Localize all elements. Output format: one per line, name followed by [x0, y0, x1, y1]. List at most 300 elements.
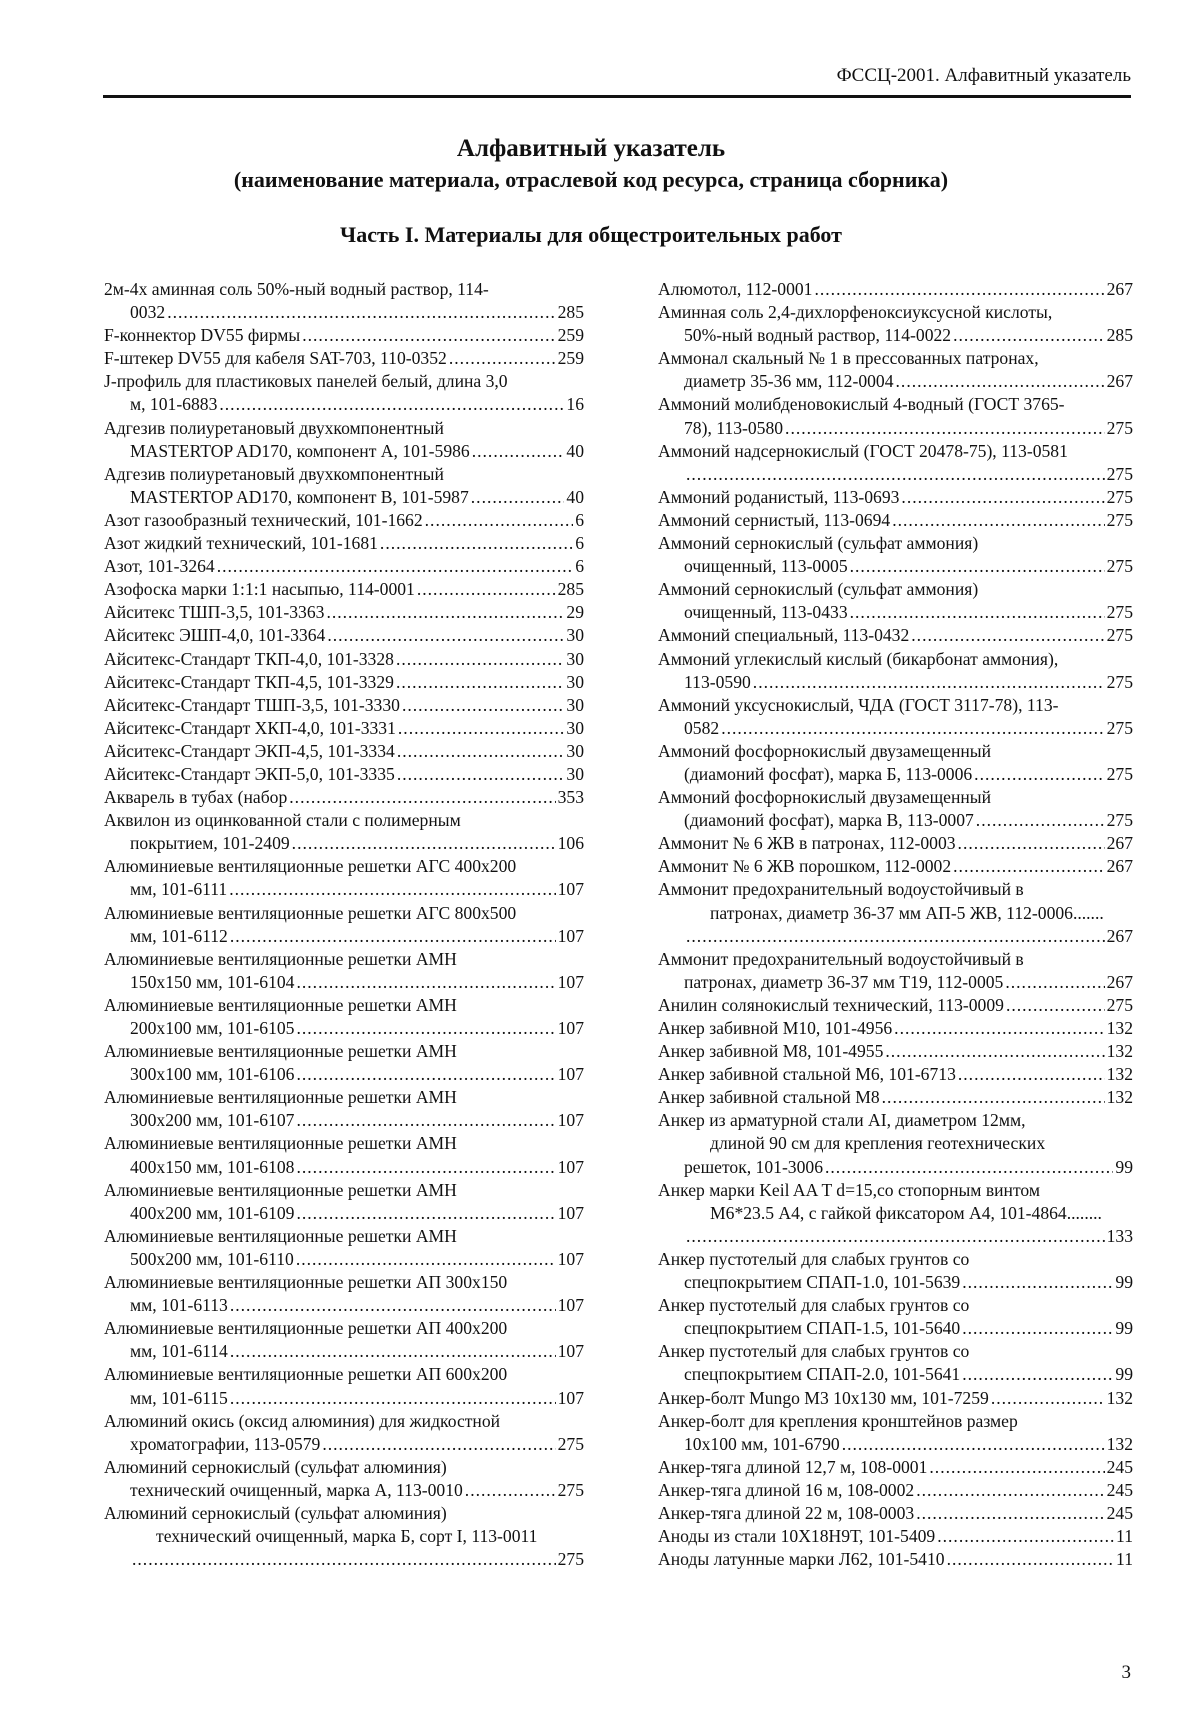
- entry-text-line: Анкер-тяга длиной 22 м, 108-0003: [658, 1502, 915, 1523]
- index-entry: [104, 601, 584, 624]
- index-entry: [658, 393, 1133, 439]
- entry-page-number: 107: [557, 925, 584, 946]
- index-column-right: [658, 278, 1133, 1571]
- entry-page-number: 99: [1115, 1272, 1133, 1293]
- entry-text-line: Анкер-болт для крепления кронштейнов размер: [658, 1410, 1018, 1431]
- entry-text-line: 113-0590: [684, 671, 751, 692]
- index-entry: [658, 301, 1133, 347]
- entry-page-number: 107: [557, 1295, 584, 1316]
- entry-text-line: Аммоний надсернокислый (ГОСТ 20478-75), 113-0581: [658, 440, 1068, 461]
- index-entry: [104, 1179, 584, 1225]
- entry-text-line: Аммоний молибденовокислый 4-водный (ГОСТ 3765-: [658, 394, 1065, 415]
- entry-text-line: решеток, 101-3006: [684, 1156, 823, 1177]
- dot-leader: [850, 555, 1105, 578]
- entry-page-number: 107: [557, 1248, 584, 1269]
- entry-text-line: Алюминий окись (оксид алюминия) для жидкостной: [104, 1410, 501, 1431]
- index-entry: [658, 740, 1133, 786]
- index-entry: [658, 347, 1133, 393]
- index-entry: [658, 532, 1133, 578]
- entry-page-number: 132: [1106, 1018, 1133, 1038]
- index-entry: [658, 1548, 1133, 1571]
- header-rule: [103, 95, 1131, 98]
- entry-page-number: 267: [1106, 833, 1133, 854]
- entry-page-number: 259: [557, 348, 584, 369]
- entry-page-number: 6: [575, 556, 584, 577]
- dot-leader: [882, 1086, 1105, 1109]
- entry-page-number: 16: [566, 394, 584, 415]
- entry-text-line: Анкер пустотелый для слабых грунтов со: [658, 1248, 970, 1269]
- dot-leader: [296, 971, 555, 994]
- entry-page-number: 353: [557, 787, 584, 808]
- entry-text-line: Алюминиевые вентиляционные решетки АМН: [104, 1133, 457, 1154]
- dot-leader: [449, 347, 556, 370]
- dot-leader: [132, 1548, 556, 1571]
- dot-leader: [380, 532, 573, 555]
- index-entry: [104, 1086, 584, 1132]
- entry-text-line: Аммонит предохранительный водоустойчивый в: [658, 948, 1024, 969]
- entry-text-line: диаметр 35-36 мм, 112-0004: [684, 371, 894, 392]
- index-entry: [104, 370, 584, 416]
- index-entry: [104, 994, 584, 1040]
- entry-page-number: 132: [1106, 1087, 1133, 1108]
- index-entry: [658, 1410, 1133, 1456]
- page-number: 3: [1121, 1662, 1131, 1683]
- entry-page-number: 107: [557, 1110, 584, 1131]
- entry-text-line: Анкер забивной М10, 101-4956: [658, 1018, 893, 1038]
- dot-leader: [953, 855, 1104, 878]
- entry-text-line: Аммоний роданистый, 113-0693: [658, 486, 900, 507]
- entry-text-line: Анкер пустотелый для слабых грунтов со: [658, 1341, 970, 1362]
- entry-text-line: Алюмотол, 112-0001: [658, 279, 813, 299]
- entry-text-line: 0582: [684, 717, 720, 738]
- dot-leader: [958, 1063, 1105, 1086]
- entry-page-number: 259: [557, 325, 584, 346]
- entry-text-line: Анкер из арматурной стали AI, диаметром 12мм,: [658, 1110, 1026, 1131]
- dot-leader: [296, 1109, 555, 1132]
- dot-leader: [962, 1363, 1113, 1386]
- entry-text-line: Аминная соль 2,4-дихлорфеноксиуксусной кислоты,: [658, 302, 1053, 323]
- entry-text-line: Алюминиевые вентиляционные решетки АМН: [104, 1087, 457, 1108]
- entry-text-line: длиной 90 см для крепления геотехнических: [710, 1133, 1046, 1154]
- index-entry: [658, 1340, 1133, 1386]
- entry-text-line: патронах, диаметр 36-37 мм Т19, 112-0005: [684, 971, 1004, 992]
- dot-leader: [850, 601, 1105, 624]
- entry-page-number: 275: [1106, 625, 1133, 646]
- dot-leader: [976, 809, 1105, 832]
- entry-text-line: Алюминиевые вентиляционные решетки АМН: [104, 948, 457, 969]
- index-entry: [104, 278, 584, 324]
- entry-page-number: 30: [566, 717, 584, 738]
- dot-leader: [230, 1294, 556, 1317]
- entry-page-number: 275: [1106, 417, 1133, 438]
- entry-text-line: Азот, 101-3264: [104, 556, 215, 577]
- dot-leader: [947, 1548, 1114, 1571]
- dot-leader: [686, 925, 1105, 948]
- entry-text-line: Аммоний фосфорнокислый двузамещенный: [658, 787, 992, 808]
- index-entry: [104, 902, 584, 948]
- index-entry: [658, 578, 1133, 624]
- index-entry: [104, 671, 584, 694]
- entry-text-line: 300х200 мм, 101-6107: [130, 1110, 295, 1131]
- entry-text-line: Анкер забивной стальной М6, 101-6713: [658, 1064, 956, 1085]
- entry-page-number: 285: [557, 579, 584, 600]
- entry-page-number: 11: [1116, 1526, 1133, 1547]
- entry-text-line: Айситекс-Стандарт ТКП-4,5, 101-3329: [104, 671, 394, 692]
- entry-text-line: Анкер марки Keil AA T d=15,со стопорным винтом: [658, 1179, 1041, 1200]
- index-entry: [104, 694, 584, 717]
- entry-text-line: 150х150 мм, 101-6104: [130, 971, 295, 992]
- index-entry: [104, 763, 584, 786]
- entry-page-number: 285: [1106, 325, 1133, 346]
- index-entry: [658, 1387, 1133, 1410]
- index-entry: [658, 1248, 1133, 1294]
- entry-page-number: 275: [557, 1433, 584, 1454]
- entry-text-line: покрытием, 101-2409: [130, 833, 290, 854]
- index-entry: [104, 1456, 584, 1502]
- dot-leader: [842, 1433, 1105, 1456]
- index-entry: [658, 1109, 1133, 1178]
- index-entry: [658, 1456, 1133, 1479]
- dot-leader: [937, 1525, 1114, 1548]
- dot-leader: [296, 1202, 555, 1225]
- dot-leader: [814, 278, 1104, 301]
- entry-text-line: технический очищенный, марка Б, сорт I, 113-0011: [156, 1526, 538, 1547]
- dot-leader: [896, 370, 1105, 393]
- dot-leader: [322, 1433, 555, 1456]
- dot-leader: [396, 671, 564, 694]
- entry-page-number: 107: [557, 1064, 584, 1085]
- index-entry: [658, 786, 1133, 832]
- index-entry: [658, 948, 1133, 994]
- index-entry: [104, 1502, 584, 1571]
- entry-text-line: Аммонал скальный № 1 в прессованных патронах,: [658, 348, 1039, 369]
- index-entry: [658, 624, 1133, 647]
- index-entry: [658, 648, 1133, 694]
- dot-leader: [901, 486, 1104, 509]
- title-block: [0, 133, 1182, 195]
- entry-text-line: MASTERTOP AD170, компонент В, 101-5987: [130, 486, 469, 507]
- dot-leader: [991, 1387, 1105, 1410]
- index-entry: [658, 1479, 1133, 1502]
- dot-leader: [296, 1017, 555, 1040]
- entry-text-line: хроматографии, 113-0579: [130, 1433, 321, 1454]
- dot-leader: [962, 1317, 1113, 1340]
- entry-text-line: Айситекс-Стандарт ЭКП-4,5, 101-3334: [104, 740, 395, 761]
- index-entry: [104, 555, 584, 578]
- entry-text-line: Айситекс-Стандарт ТШП-3,5, 101-3330: [104, 694, 400, 715]
- entry-text-line: Алюминиевые вентиляционные решетки АМН: [104, 1041, 457, 1062]
- entry-text-line: Алюминиевые вентиляционные решетки АМН: [104, 1179, 457, 1200]
- entry-page-number: 275: [557, 1549, 584, 1570]
- entry-page-number: 99: [1115, 1156, 1133, 1177]
- entry-page-number: 132: [1106, 1041, 1133, 1062]
- entry-page-number: 267: [1106, 279, 1133, 299]
- entry-text-line: Азот газообразный технический, 101-1662: [104, 509, 423, 530]
- dot-leader: [425, 509, 574, 532]
- entry-text-line: Алюминиевые вентиляционные решетки АГС 400х200: [104, 856, 517, 877]
- index-entry: [104, 1040, 584, 1086]
- entry-page-number: 275: [1106, 994, 1133, 1015]
- entry-page-number: 6: [575, 509, 584, 530]
- entry-text-line: Алюминий сернокислый (сульфат алюминия): [104, 1502, 447, 1523]
- entry-page-number: 107: [557, 1387, 584, 1408]
- entry-text-line: 400х150 мм, 101-6108: [130, 1156, 295, 1177]
- entry-text-line: М6*23.5 А4, с гайкой фиксатором А4, 101-4864........: [710, 1202, 1102, 1223]
- entry-page-number: 275: [1106, 671, 1133, 692]
- dot-leader: [911, 624, 1104, 647]
- entry-text-line: мм, 101-6112: [130, 925, 228, 946]
- entry-text-line: 300х100 мм, 101-6106: [130, 1064, 295, 1085]
- page-subtitle: (наименование материала, отраслевой код ресурса, страница сборника): [233, 167, 949, 192]
- index-entry: [658, 694, 1133, 740]
- entry-page-number: 107: [557, 1202, 584, 1223]
- dot-leader: [958, 832, 1105, 855]
- dot-leader: [472, 440, 565, 463]
- entry-text-line: Аммонит № 6 ЖВ порошком, 112-0002: [658, 856, 952, 877]
- entry-text-line: Алюминиевые вентиляционные решетки АП 300х150: [104, 1272, 508, 1293]
- index-entry: [104, 532, 584, 555]
- entry-text-line: 2м-4х аминная соль 50%-ный водный раствор, 114-: [104, 279, 489, 299]
- dot-leader: [916, 1479, 1104, 1502]
- dot-leader: [289, 786, 555, 809]
- index-entry: [658, 1525, 1133, 1548]
- entry-text-line: Аммоний сернокислый (сульфат аммония): [658, 579, 979, 600]
- dot-leader: [292, 832, 556, 855]
- index-entry: [658, 1502, 1133, 1525]
- index-entry: [658, 994, 1133, 1017]
- entry-text-line: спецпокрытием СПАП-2.0, 101-5641: [684, 1364, 961, 1385]
- entry-page-number: 267: [1106, 925, 1133, 946]
- dot-leader: [471, 486, 565, 509]
- index-entry: [104, 948, 584, 994]
- index-entry: [658, 1040, 1133, 1063]
- entry-page-number: 30: [566, 763, 584, 784]
- dot-leader: [1005, 971, 1104, 994]
- entry-text-line: Адгезив полиуретановый двухкомпонентный: [104, 463, 444, 484]
- entry-text-line: Анкер-тяга длиной 16 м, 108-0002: [658, 1479, 915, 1500]
- entry-page-number: 275: [1106, 717, 1133, 738]
- dot-leader: [217, 555, 573, 578]
- index-entry: [104, 463, 584, 509]
- dot-leader: [962, 1271, 1113, 1294]
- dot-leader: [230, 1340, 556, 1363]
- dot-leader: [326, 601, 564, 624]
- dot-leader: [230, 925, 556, 948]
- entry-text-line: Аммонит № 6 ЖВ в патронах, 112-0003: [658, 833, 956, 854]
- entry-text-line: технический очищенный, марка А, 113-0010: [130, 1479, 463, 1500]
- entry-text-line: 400х200 мм, 101-6109: [130, 1202, 295, 1223]
- index-entry: [104, 1410, 584, 1456]
- dot-leader: [929, 1456, 1104, 1479]
- entry-text-line: мм, 101-6115: [130, 1387, 228, 1408]
- entry-text-line: 500х200 мм, 101-6110: [130, 1248, 294, 1269]
- entry-page-number: 107: [557, 1341, 584, 1362]
- dot-leader: [892, 509, 1104, 532]
- dot-leader: [465, 1479, 556, 1502]
- entry-page-number: 275: [1106, 602, 1133, 623]
- entry-text-line: патронах, диаметр 36-37 мм АП-5 ЖВ, 112-0006.......: [710, 902, 1104, 923]
- index-entry: [658, 440, 1133, 486]
- entry-page-number: 30: [566, 648, 584, 669]
- entry-page-number: 132: [1106, 1433, 1133, 1454]
- dot-leader: [302, 324, 555, 347]
- entry-text-line: Алюминиевые вентиляционные решетки АП 600х200: [104, 1364, 508, 1385]
- index-entry: [104, 809, 584, 855]
- index-entry: [104, 1225, 584, 1271]
- entry-page-number: 275: [1106, 509, 1133, 530]
- entry-text-line: Азот жидкий технический, 101-1681: [104, 533, 378, 554]
- entry-page-number: 132: [1106, 1064, 1133, 1085]
- dot-leader: [230, 1387, 556, 1410]
- index-entry: [104, 740, 584, 763]
- entry-text-line: Алюминиевые вентиляционные решетки АМН: [104, 994, 457, 1015]
- dot-leader: [974, 763, 1104, 786]
- entry-text-line: Аммоний сернистый, 113-0694: [658, 509, 891, 530]
- entry-text-line: мм, 101-6111: [130, 879, 228, 900]
- entry-text-line: Аноды из стали 10Х18Н9Т, 101-5409: [658, 1526, 936, 1547]
- entry-text-line: Анилин солянокислый технический, 113-0009: [658, 994, 1004, 1015]
- entry-text-line: Анкер забивной стальной М8: [658, 1087, 880, 1108]
- entry-text-line: (диамоний фосфат), марка В, 113-0007: [684, 810, 974, 831]
- entry-text-line: Аммоний фосфорнокислый двузамещенный: [658, 740, 992, 761]
- dot-leader: [402, 694, 564, 717]
- entry-text-line: Анкер пустотелый для слабых грунтов со: [658, 1295, 970, 1316]
- entry-text-line: Анкер забивной М8, 101-4955: [658, 1041, 884, 1062]
- dot-leader: [953, 324, 1105, 347]
- entry-text-line: F-коннектор DV55 фирмы: [104, 325, 301, 346]
- entry-page-number: 29: [566, 602, 584, 623]
- entry-text-line: 78), 113-0580: [684, 417, 784, 438]
- index-entry: [104, 717, 584, 740]
- index-entry: [104, 509, 584, 532]
- entry-text-line: Аммоний уксуснокислый, ЧДА (ГОСТ 3117-78), 113-: [658, 694, 1059, 715]
- index-entry: [104, 417, 584, 463]
- entry-text-line: Анкер-тяга длиной 12,7 м, 108-0001: [658, 1456, 928, 1477]
- dot-leader: [785, 417, 1105, 440]
- entry-text-line: спецпокрытием СПАП-1.0, 101-5639: [684, 1272, 961, 1293]
- entry-page-number: 99: [1115, 1364, 1133, 1385]
- entry-text-line: 200х100 мм, 101-6105: [130, 1018, 295, 1038]
- index-entry: [658, 1017, 1133, 1040]
- dot-leader: [397, 763, 565, 786]
- index-entry: [104, 786, 584, 809]
- entry-text-line: Аквилон из оцинкованной стали с полимерным: [104, 810, 461, 831]
- index-entry: [104, 855, 584, 901]
- index-entry: [104, 1132, 584, 1178]
- entry-page-number: 267: [1106, 971, 1133, 992]
- entry-text-line: Алюминий сернокислый (сульфат алюминия): [104, 1456, 447, 1477]
- index-column-left: [104, 278, 584, 1571]
- entry-page-number: 267: [1106, 856, 1133, 877]
- index-entry: [658, 486, 1133, 509]
- entry-page-number: 30: [566, 625, 584, 646]
- entry-page-number: 285: [557, 302, 584, 323]
- dot-leader: [894, 1017, 1104, 1040]
- dot-leader: [167, 301, 555, 324]
- entry-text-line: Айситекс-Стандарт ЭКП-5,0, 101-3335: [104, 763, 395, 784]
- index-entry: [104, 324, 584, 347]
- entry-text-line: Адгезив полиуретановый двухкомпонентный: [104, 417, 444, 438]
- entry-text-line: Аммонит предохранительный водоустойчивый в: [658, 879, 1024, 900]
- entry-text-line: Алюминиевые вентиляционные решетки АП 400х200: [104, 1318, 508, 1339]
- entry-text-line: (диамоний фосфат), марка Б, 113-0006: [684, 763, 973, 784]
- entry-text-line: Аммоний сернокислый (сульфат аммония): [658, 533, 979, 554]
- entry-page-number: 107: [557, 1156, 584, 1177]
- index-entry: [658, 1179, 1133, 1248]
- entry-page-number: 245: [1106, 1502, 1133, 1523]
- entry-text-line: спецпокрытием СПАП-1.5, 101-5640: [684, 1318, 961, 1339]
- index-entry: [104, 648, 584, 671]
- index-entry: [104, 1271, 584, 1317]
- index-entry: [104, 578, 584, 601]
- entry-text-line: Айситекс ТШП-3,5, 101-3363: [104, 602, 325, 623]
- dot-leader: [721, 717, 1104, 740]
- running-header: ФССЦ-2001. Алфавитный указатель: [836, 65, 1131, 86]
- entry-text-line: очищенный, 113-0433: [684, 602, 848, 623]
- index-entry: [658, 832, 1133, 855]
- entry-text-line: Аноды латунные марки Л62, 101-5410: [658, 1549, 945, 1570]
- entry-text-line: Айситекс ЭШП-4,0, 101-3364: [104, 625, 326, 646]
- dot-leader: [327, 624, 564, 647]
- index-entry: [104, 1363, 584, 1409]
- entry-text-line: Аммоний специальный, 113-0432: [658, 625, 910, 646]
- dot-leader: [296, 1248, 556, 1271]
- index-entry: [104, 624, 584, 647]
- entry-page-number: 245: [1106, 1479, 1133, 1500]
- entry-page-number: 275: [1106, 486, 1133, 507]
- entry-page-number: 275: [557, 1479, 584, 1500]
- entry-text-line: 0032: [130, 302, 166, 323]
- entry-text-line: Азофоска марки 1:1:1 насыпью, 114-0001: [104, 579, 415, 600]
- entry-page-number: 6: [575, 533, 584, 554]
- dot-leader: [825, 1156, 1113, 1179]
- dot-leader: [916, 1502, 1104, 1525]
- entry-page-number: 275: [1106, 810, 1133, 831]
- entry-text-line: MASTERTOP AD170, компонент А, 101-5986: [130, 440, 470, 461]
- entry-page-number: 30: [566, 694, 584, 715]
- entry-page-number: 107: [557, 879, 584, 900]
- index-entry: [658, 1086, 1133, 1109]
- index-entry: [104, 1317, 584, 1363]
- entry-page-number: 106: [557, 833, 584, 854]
- dot-leader: [296, 1063, 555, 1086]
- entry-text-line: очищенный, 113-0005: [684, 556, 848, 577]
- index-entry: [658, 509, 1133, 532]
- entry-page-number: 132: [1106, 1387, 1133, 1408]
- dot-leader: [398, 717, 565, 740]
- entry-page-number: 40: [566, 440, 584, 461]
- entry-text-line: Айситекс-Стандарт ХКП-4,0, 101-3331: [104, 717, 396, 738]
- dot-leader: [1006, 994, 1105, 1017]
- part-title: Часть I. Материалы для общестроительных работ: [340, 222, 842, 247]
- dot-leader: [753, 671, 1105, 694]
- dot-leader: [885, 1040, 1104, 1063]
- index-entry: [658, 878, 1133, 947]
- entry-text-line: J-профиль для пластиковых панелей белый, длина 3,0: [104, 371, 508, 392]
- entry-page-number: 267: [1106, 371, 1133, 392]
- dot-leader: [686, 1225, 1105, 1248]
- entry-page-number: 275: [1106, 463, 1133, 484]
- entry-text-line: 50%-ный водный раствор, 114-0022: [684, 325, 952, 346]
- index-entry: [658, 278, 1133, 301]
- entry-text-line: Акварель в тубах (набор: [104, 787, 288, 808]
- entry-page-number: 30: [566, 740, 584, 761]
- index-entry: [658, 1294, 1133, 1340]
- entry-text-line: мм, 101-6114: [130, 1341, 228, 1362]
- entry-page-number: 245: [1106, 1456, 1133, 1477]
- entry-text-line: Айситекс-Стандарт ТКП-4,0, 101-3328: [104, 648, 394, 669]
- page-title: Алфавитный указатель: [456, 135, 726, 162]
